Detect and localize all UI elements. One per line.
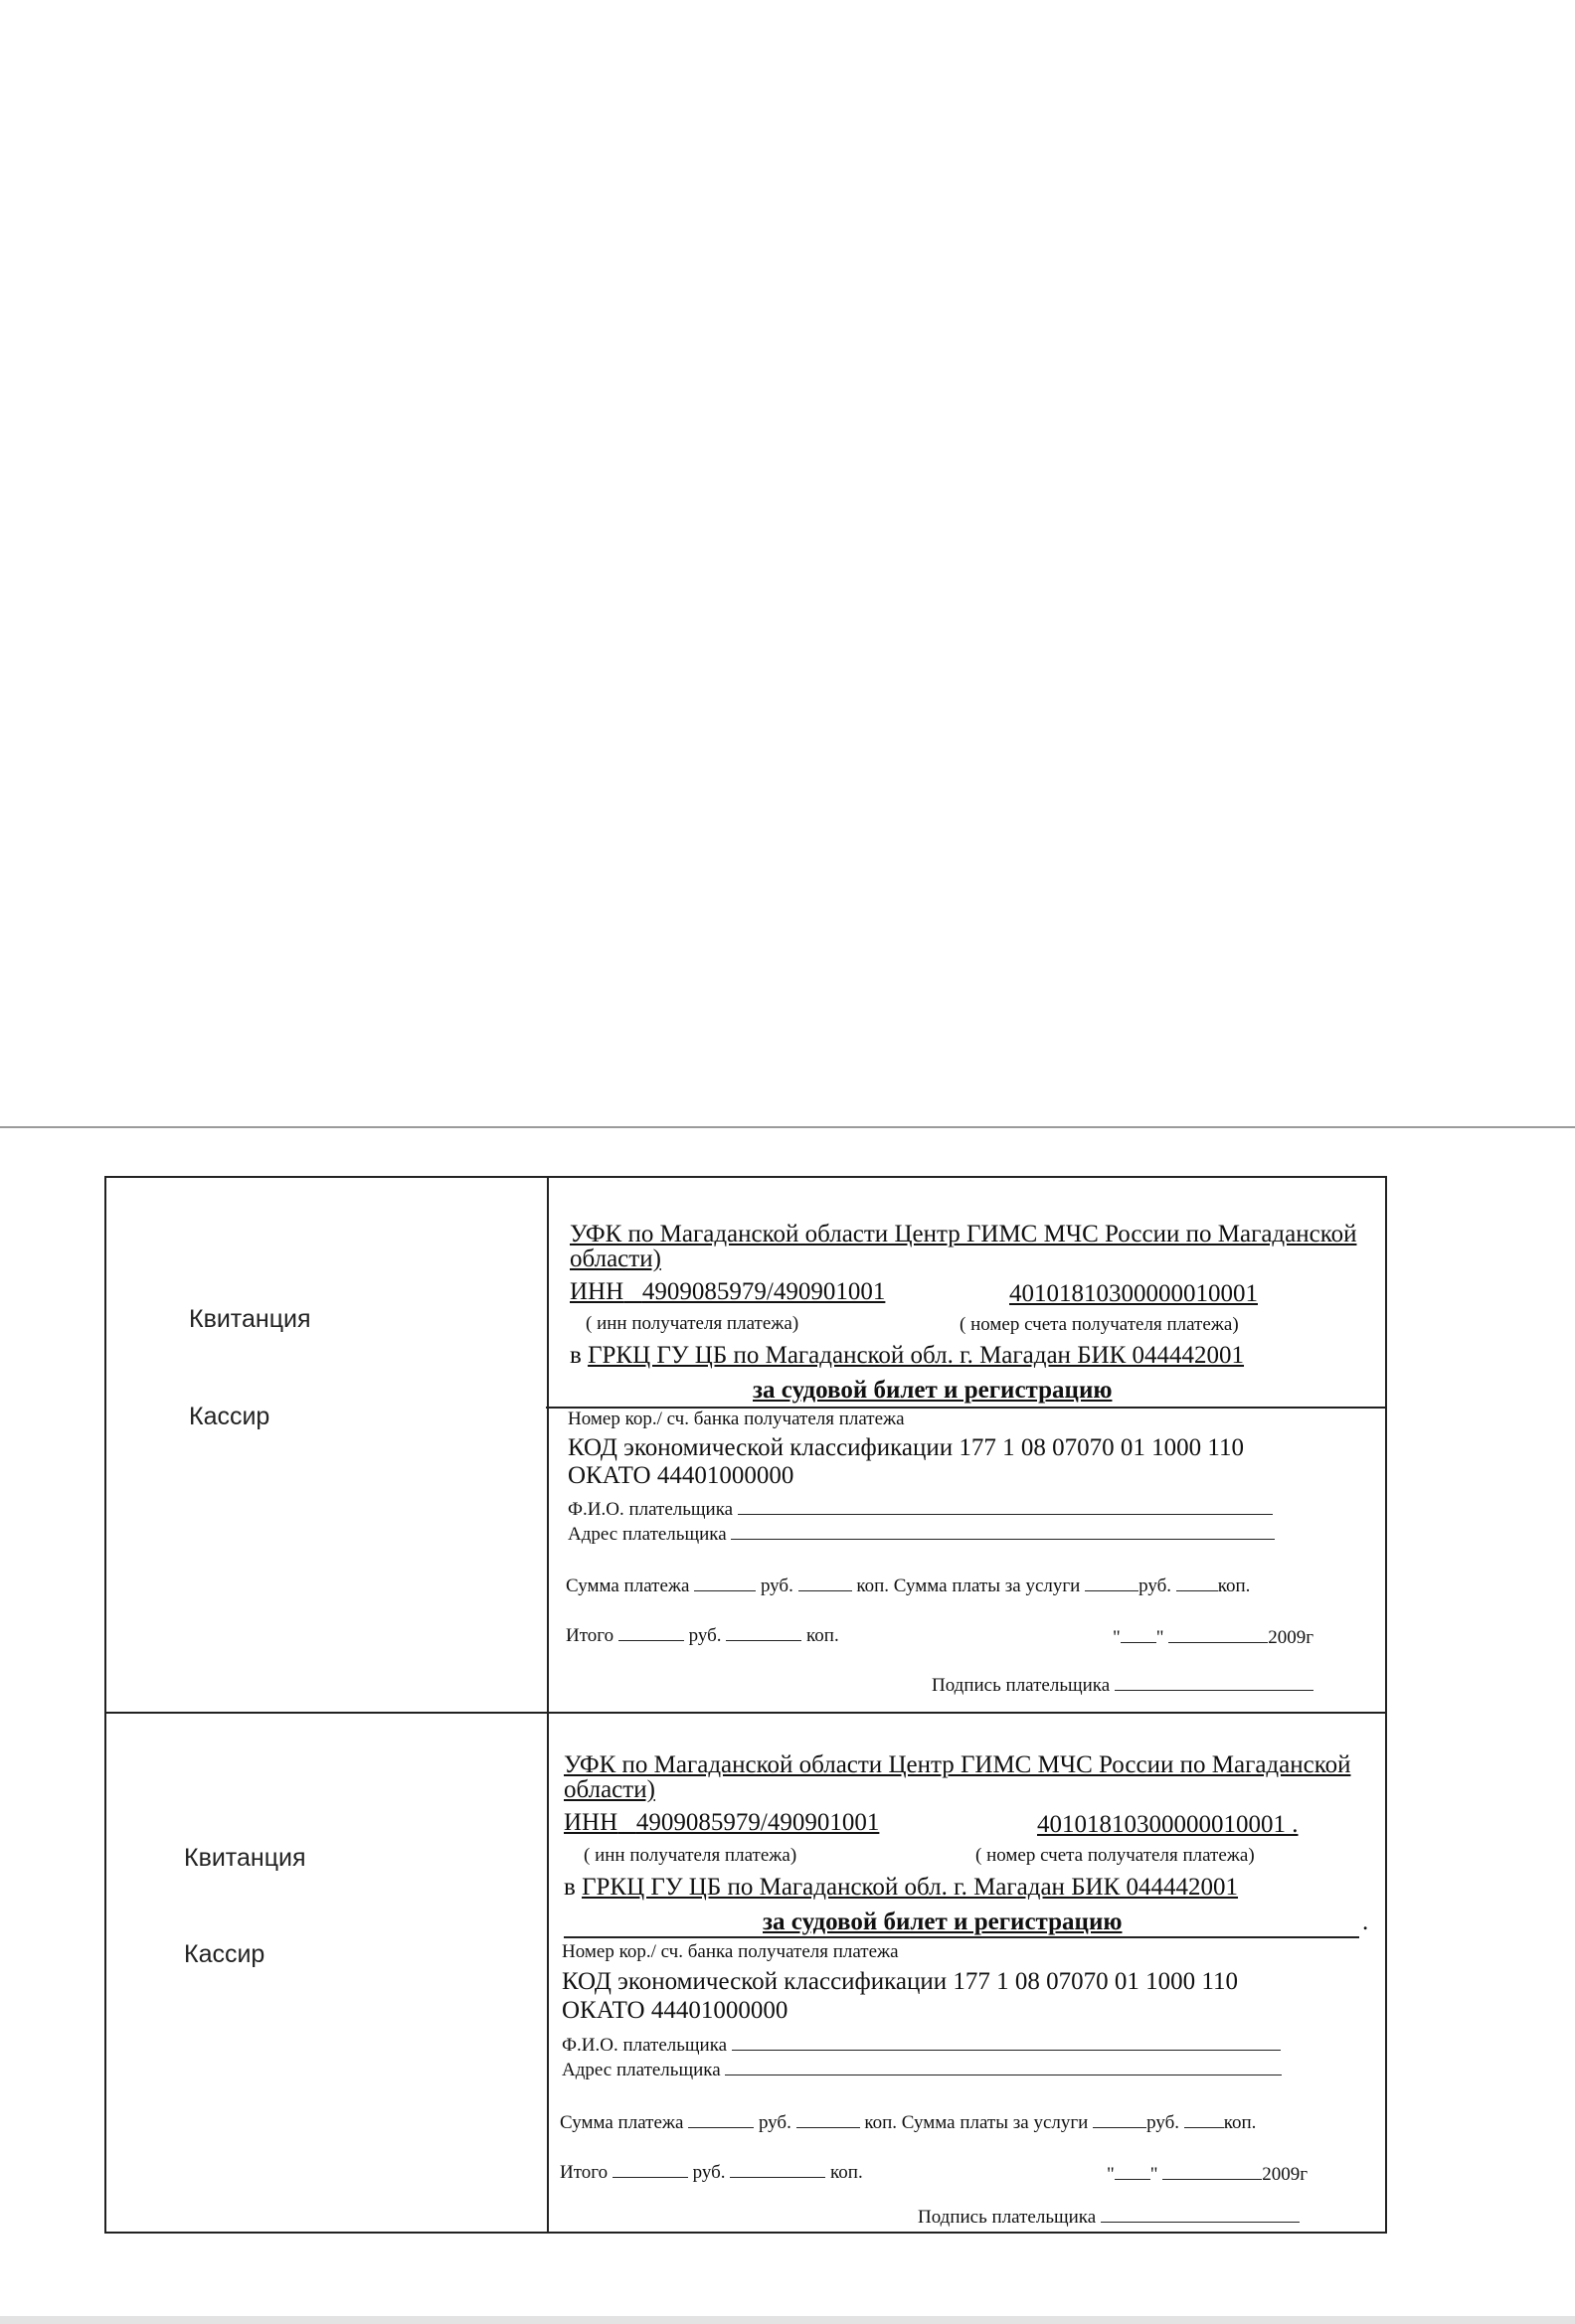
inn-label: ИНН [564, 1809, 618, 1836]
total-rub-unit: руб. [692, 2162, 726, 2183]
inn-caption: ( инн получателя платежа) [584, 1845, 797, 1866]
purpose-underline [564, 1936, 1359, 1938]
payer-address-label: Адрес плательщика [568, 1524, 727, 1545]
inn-label: ИНН [570, 1278, 624, 1305]
date-quote-close: " [1149, 2164, 1158, 2185]
recipient-line-1: УФК по Магаданской области Центр ГИМС МЧС России по Магаданской [570, 1221, 1357, 1247]
signature-field[interactable] [1115, 1672, 1313, 1691]
total-rub-field[interactable] [618, 1622, 684, 1641]
kop-unit: коп. [864, 2112, 898, 2133]
payment-details [560, 1712, 1373, 2236]
total-kop-field[interactable] [726, 1622, 801, 1641]
date-quote-open: " [1113, 1627, 1121, 1648]
payer-address-row [562, 2057, 1282, 2081]
payer-name-field[interactable] [738, 1496, 1273, 1515]
date-day-field[interactable] [1115, 2161, 1150, 2180]
total-kop-unit: коп. [806, 1625, 839, 1646]
total-kop-unit: коп. [830, 2162, 863, 2183]
date-year: 2009г [1268, 1627, 1314, 1648]
service-rub-unit: руб. [1138, 1576, 1171, 1596]
page-fold-line [0, 1126, 1575, 1128]
total-rub-field[interactable] [612, 2159, 688, 2178]
amount-rub-field[interactable] [694, 1573, 756, 1591]
bank-line [564, 1874, 1238, 1902]
bank-line [570, 1342, 1244, 1370]
code-line: КОД экономической классификации 177 1 08 07070 01 1000 110 [568, 1434, 1244, 1461]
recipient-line-2: области) [564, 1776, 655, 1803]
bank-prefix: в [564, 1874, 576, 1901]
receipt-label: Квитанция [184, 1844, 306, 1872]
payer-name-row [562, 2032, 1281, 2057]
date-month-field[interactable] [1162, 2161, 1262, 2180]
total-rub-unit: руб. [688, 1625, 722, 1646]
bank-text: ГРКЦ ГУ ЦБ по Магаданской обл. г. Магадан БИК 044442001 [582, 1874, 1239, 1901]
inn-value: 4909085979/490901001 [641, 1278, 886, 1305]
kop-unit: коп. [856, 1576, 890, 1596]
recipient-line-1: УФК по Магаданской области Центр ГИМС МЧС России по Магаданской [564, 1751, 1351, 1778]
date-quote-open: " [1107, 2164, 1115, 2185]
okato-line: ОКАТО 44401000000 [568, 1462, 794, 1489]
inn-caption: ( инн получателя платежа) [586, 1313, 799, 1334]
signature-label: Подпись плательщика [918, 2207, 1097, 2228]
service-rub-field[interactable] [1093, 2109, 1146, 2128]
date-row [1107, 2161, 1308, 2186]
account-caption: ( номер счета получателя платежа) [960, 1314, 1239, 1335]
date-day-field[interactable] [1121, 1624, 1156, 1643]
inn-line [564, 1809, 879, 1837]
rub-unit: руб. [758, 2112, 791, 2133]
amount-label: Сумма платежа [560, 2112, 684, 2133]
payer-address-field[interactable] [731, 1521, 1275, 1540]
service-kop-field[interactable] [1176, 1573, 1218, 1591]
payer-address-field[interactable] [725, 2057, 1282, 2075]
service-kop-unit: коп. [1223, 2112, 1257, 2133]
payer-address-label: Адрес плательщика [562, 2060, 721, 2080]
purpose-line: за судовой билет и регистрацию [753, 1377, 1113, 1404]
okato-line: ОКАТО 44401000000 [562, 1997, 788, 2024]
total-row [566, 1622, 839, 1647]
amount-kop-field[interactable] [798, 1573, 852, 1591]
rub-unit: руб. [760, 1576, 793, 1596]
purpose-end: . [1362, 1909, 1369, 1935]
date-year: 2009г [1262, 2164, 1309, 2185]
account-caption: ( номер счета получателя платежа) [975, 1845, 1255, 1866]
date-month-field[interactable] [1168, 1624, 1268, 1643]
account-value: 40101810300000010001 . [1037, 1811, 1299, 1838]
corr-account-label: Номер кор./ сч. банка получателя платежа [562, 1941, 899, 1962]
total-label: Итого [566, 1625, 614, 1646]
date-row [1113, 1624, 1313, 1649]
receipt-section-2 [106, 1712, 1385, 2236]
inn-value: 4909085979/490901001 [635, 1809, 880, 1836]
corr-account-label: Номер кор./ сч. банка получателя платежа [568, 1409, 905, 1429]
cashier-label: Кассир [184, 1940, 265, 1968]
service-kop-field[interactable] [1184, 2109, 1224, 2128]
service-rub-unit: руб. [1146, 2112, 1179, 2133]
code-line: КОД экономической классификации 177 1 08 07070 01 1000 110 [562, 1968, 1238, 1995]
receipt-label: Квитанция [189, 1305, 311, 1333]
purpose-line: за судовой билет и регистрацию [763, 1909, 1123, 1935]
service-label: Сумма платы за услуги [893, 1576, 1081, 1596]
payer-address-row [568, 1521, 1275, 1546]
total-label: Итого [560, 2162, 609, 2183]
payer-name-field[interactable] [732, 2032, 1281, 2051]
signature-label: Подпись плательщика [932, 1675, 1111, 1696]
signature-row [932, 1672, 1313, 1697]
amount-label: Сумма платежа [566, 1576, 690, 1596]
service-rub-field[interactable] [1085, 1573, 1138, 1591]
receipt-section-1 [106, 1178, 1385, 1712]
signature-row [918, 2204, 1300, 2229]
payer-name-label: Ф.И.О. плательщика [562, 2035, 728, 2056]
inn-line [570, 1278, 885, 1306]
payment-details [564, 1178, 1373, 1712]
total-kop-field[interactable] [730, 2159, 825, 2178]
amount-kop-field[interactable] [796, 2109, 860, 2128]
amount-rub-field[interactable] [688, 2109, 754, 2128]
cashier-label: Кассир [189, 1403, 270, 1430]
account-value: 40101810300000010001 [1009, 1280, 1258, 1307]
total-row [560, 2159, 863, 2184]
date-quote-close: " [1155, 1627, 1164, 1648]
payer-name-label: Ф.И.О. плательщика [568, 1499, 734, 1520]
amount-row [560, 2109, 1256, 2134]
signature-field[interactable] [1101, 2204, 1300, 2223]
recipient-line-2: области) [570, 1245, 661, 1272]
bank-prefix: в [570, 1342, 582, 1369]
bank-text: ГРКЦ ГУ ЦБ по Магаданской обл. г. Магадан БИК 044442001 [588, 1342, 1245, 1369]
amount-row [566, 1573, 1250, 1597]
scan-bottom-edge [0, 2316, 1575, 2324]
service-label: Сумма платы за услуги [901, 2112, 1089, 2133]
payer-name-row [568, 1496, 1273, 1521]
service-kop-unit: коп. [1217, 1576, 1251, 1596]
payment-receipt-form [104, 1176, 1387, 2234]
